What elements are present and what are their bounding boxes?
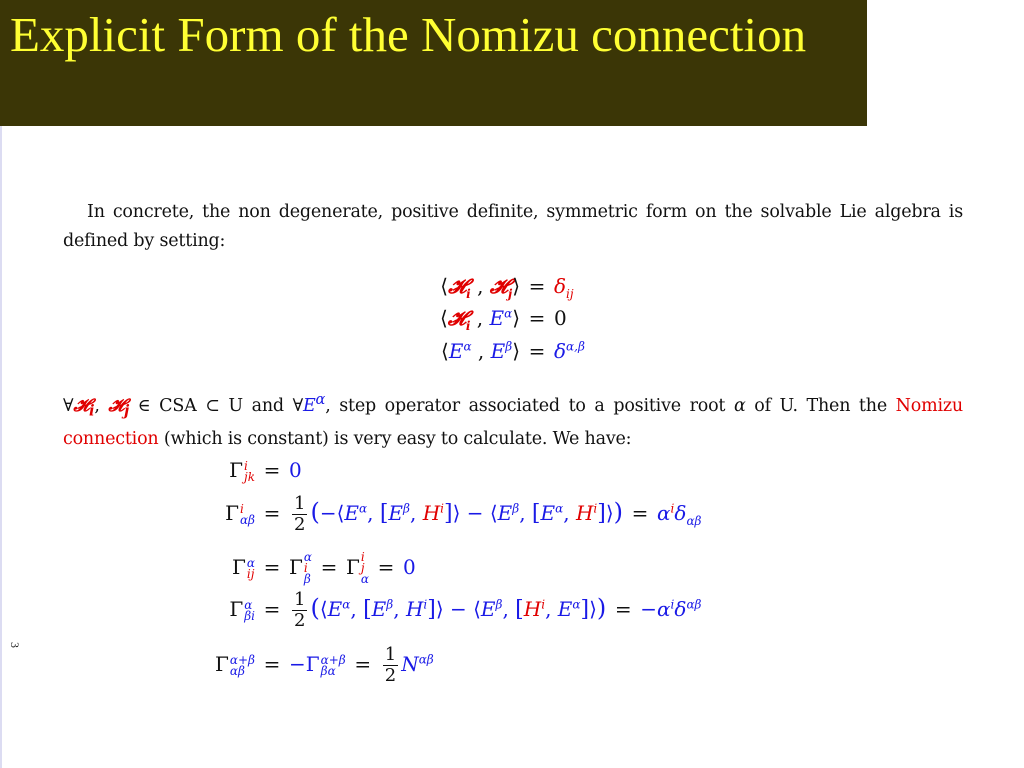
gamma-eq-1: Γ i jk = 0 (229, 458, 302, 484)
slide-title: Explicit Form of the Nomizu connection (10, 7, 807, 62)
nomizu-connection-link[interactable]: Nomizu connection (63, 395, 964, 450)
page-number: 3 (8, 642, 22, 648)
intro-paragraph (63, 198, 963, 256)
of-u-text: of U. Then the (745, 395, 896, 416)
left-rule (0, 126, 2, 768)
gamma-eq-2: Γ i αβ = $\frac{1}{2}$ ($-⟨E^\alpha$, [$E^\beta$, $H^i]⟩$ − $⟨E^\beta$, [$E^\alpha$, $H^i]⟩) = \alpha^i\delta_{\alpha\beta}$ (225, 493, 702, 535)
nomizu-paragraph: ∀𝓗$_i$, 𝓗$_j$ ∈ CSA ⊂ U and $\forall E^\alpha$, step operator associated to a positive root α of U. Then the Nomizu connection (which is constant) is very easy to calculate. We have: (63, 391, 964, 450)
gamma-eq-4: Γ α βi = $\frac{1}{2}$ ($⟨E^\alpha$, [$E^\beta$, $H^i]⟩$ − $⟨E^\beta$, [$H^i$, $E^\alpha]⟩) = -\alpha^i\delta^{\alpha\beta}$ (229, 589, 702, 631)
gamma-eq-5: Γ α+β αβ = −Γ α+β βα = $\frac{1}{2}$ $N^{\alpha\beta}$ (215, 644, 434, 686)
inner-product-row-1: ⟨𝓗$_i$ , 𝓗$_j$⟩ = $\delta_{ij}$ (440, 274, 574, 301)
para2-part1: , step operator associated to a positive root (325, 395, 734, 416)
title-bar (0, 0, 867, 126)
inner-product-row-3: $⟨E^\alpha$ , $E^\beta⟩ = \delta^{\alpha,\beta}$ (441, 339, 585, 363)
u-and-text: U and (228, 395, 284, 416)
intro-text: In concrete, the non degenerate, positive definite, symmetric form on the solvable Lie algebra is defined by setting: (63, 202, 963, 251)
csa-text: CSA (159, 395, 197, 416)
gamma-eq-3: Γ α ij = Γ α i β = Γ i j α = 0 (232, 550, 416, 586)
para2-part2: (which is constant) is very easy to calculate. We have: (158, 429, 632, 450)
inner-product-row-2: ⟨𝓗$_i$ , $E^\alpha⟩ = 0$ (439, 306, 567, 333)
